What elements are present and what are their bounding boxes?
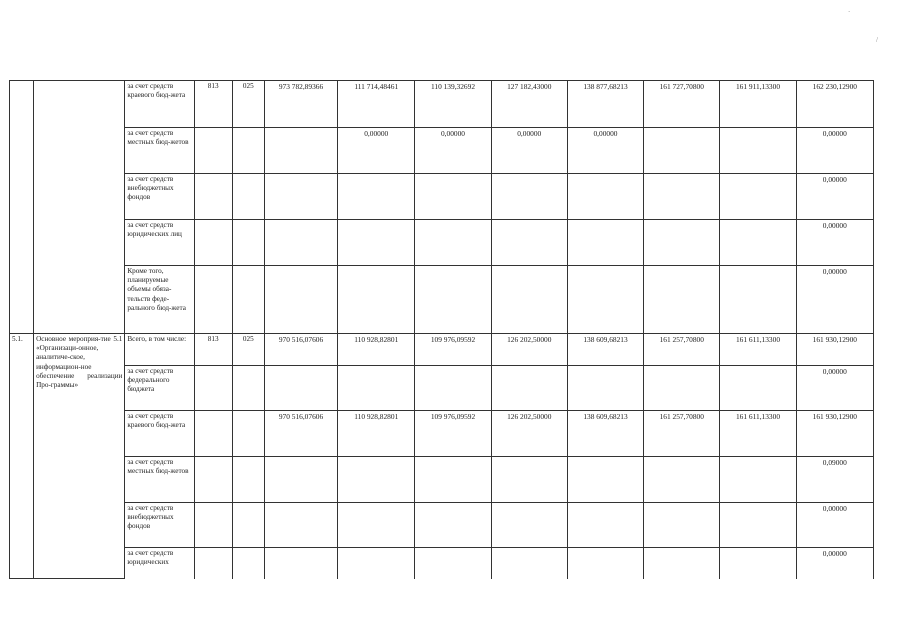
grbs-code (194, 548, 232, 579)
funding-source-label: Всего, в том числе: (125, 334, 194, 366)
section-code: 025 (232, 334, 264, 366)
value-cell (415, 366, 491, 411)
grbs-code (194, 503, 232, 548)
value-cell: 161 727,70800 (644, 81, 720, 128)
table-row (10, 548, 874, 579)
value-cell (644, 457, 720, 503)
value-cell: 126 202,50000 (491, 411, 567, 457)
value-cell (264, 266, 337, 334)
value-cell (491, 266, 567, 334)
value-cell: 0,00000 (796, 220, 873, 266)
value-cell: 970 516,07606 (264, 334, 337, 366)
funding-source-label: за счет средств юридических (125, 548, 194, 579)
value-cell (264, 366, 337, 411)
table-row (10, 266, 874, 334)
value-cell: 973 782,89366 (264, 81, 337, 128)
value-cell: 0,00000 (796, 266, 873, 334)
value-cell: 161 911,13300 (720, 81, 796, 128)
table-row (10, 366, 874, 411)
value-cell (491, 366, 567, 411)
value-cell (491, 503, 567, 548)
section-code (232, 503, 264, 548)
value-cell (338, 174, 415, 220)
value-cell (720, 503, 796, 548)
table-row (10, 174, 874, 220)
value-cell (415, 457, 491, 503)
table-body (10, 81, 874, 579)
section-name: Основное мероприя-тие 5.1 «Организаци-онное, аналитиче-ское, информацион-ное обеспечение реализации Про-граммы» (34, 334, 125, 579)
section-code (232, 411, 264, 457)
value-cell (338, 548, 415, 579)
value-cell (567, 266, 643, 334)
value-cell: 138 609,68213 (567, 411, 643, 457)
grbs-code (194, 411, 232, 457)
funding-source-label: за счет средств краевого бюд-жета (125, 81, 194, 128)
table-row (10, 503, 874, 548)
value-cell: 161 611,13300 (720, 334, 796, 366)
value-cell (644, 366, 720, 411)
budget-table (9, 80, 874, 579)
value-cell (644, 503, 720, 548)
value-cell: 138 877,68213 (567, 81, 643, 128)
value-cell: 138 609,68213 (567, 334, 643, 366)
value-cell (720, 457, 796, 503)
value-cell: 0,00000 (567, 128, 643, 174)
value-cell: 161 930,12900 (796, 411, 873, 457)
value-cell (415, 266, 491, 334)
funding-source-label: за счет средств внебюджетных фондов (125, 503, 194, 548)
section-code (232, 128, 264, 174)
section-code (232, 174, 264, 220)
value-cell (264, 503, 337, 548)
value-cell (720, 128, 796, 174)
value-cell: 111 714,48461 (338, 81, 415, 128)
value-cell (720, 366, 796, 411)
value-cell (264, 548, 337, 579)
value-cell (415, 503, 491, 548)
value-cell (264, 174, 337, 220)
table-row (10, 411, 874, 457)
value-cell: 161 257,70800 (644, 411, 720, 457)
corner-mark-right: / (876, 36, 878, 44)
section-code (232, 457, 264, 503)
table-row (10, 81, 874, 128)
value-cell: 109 976,09592 (415, 334, 491, 366)
value-cell (720, 548, 796, 579)
section-code (232, 548, 264, 579)
value-cell (338, 266, 415, 334)
value-cell: 0,00000 (338, 128, 415, 174)
value-cell (338, 503, 415, 548)
value-cell (491, 220, 567, 266)
value-cell: 109 976,09592 (415, 411, 491, 457)
value-cell: 0,00000 (415, 128, 491, 174)
value-cell: 110 928,82801 (338, 334, 415, 366)
value-cell (720, 174, 796, 220)
index-cell-previous (10, 81, 34, 334)
value-cell (264, 457, 337, 503)
value-cell (567, 457, 643, 503)
section-code (232, 366, 264, 411)
value-cell: 0,00000 (796, 174, 873, 220)
value-cell: 110 928,82801 (338, 411, 415, 457)
value-cell (264, 128, 337, 174)
grbs-code: 813 (194, 334, 232, 366)
value-cell: 0,00000 (491, 128, 567, 174)
funding-source-label: за счет средств местных бюд-жетов (125, 457, 194, 503)
value-cell: 110 139,32692 (415, 81, 491, 128)
value-cell (491, 548, 567, 579)
value-cell (338, 366, 415, 411)
value-cell: 970 516,07606 (264, 411, 337, 457)
value-cell: 0,00000 (796, 366, 873, 411)
value-cell (644, 266, 720, 334)
funding-source-label: за счет средств федерального бюджета (125, 366, 194, 411)
value-cell: 0,00000 (796, 128, 873, 174)
value-cell (567, 366, 643, 411)
value-cell (491, 457, 567, 503)
value-cell (720, 266, 796, 334)
grbs-code (194, 366, 232, 411)
grbs-code: 813 (194, 81, 232, 128)
grbs-code (194, 128, 232, 174)
funding-source-label: за счет средств внебюджетных фондов (125, 174, 194, 220)
table-row (10, 334, 874, 366)
grbs-code (194, 174, 232, 220)
grbs-code (194, 457, 232, 503)
value-cell (567, 503, 643, 548)
funding-source-label: Кроме того, планируемые объемы обяза-тельств феде-рального бюд-жета (125, 266, 194, 334)
corner-mark-top: ` (848, 10, 851, 18)
funding-source-label: за счет средств местных бюд-жетов (125, 128, 194, 174)
value-cell: 162 230,12900 (796, 81, 873, 128)
table-row (10, 457, 874, 503)
value-cell (644, 548, 720, 579)
value-cell (720, 220, 796, 266)
value-cell: 161 611,13300 (720, 411, 796, 457)
value-cell: 126 202,50000 (491, 334, 567, 366)
section-index: 5.1. (10, 334, 34, 579)
table-row (10, 128, 874, 174)
event-name-cell-previous (34, 81, 125, 334)
value-cell (644, 220, 720, 266)
value-cell: 127 182,43000 (491, 81, 567, 128)
section-code: 025 (232, 81, 264, 128)
value-cell (338, 220, 415, 266)
value-cell: 0,00000 (796, 503, 873, 548)
value-cell (264, 220, 337, 266)
value-cell (567, 174, 643, 220)
section-code (232, 266, 264, 334)
value-cell (644, 128, 720, 174)
funding-source-label: за счет средств краевого бюд-жета (125, 411, 194, 457)
value-cell (415, 220, 491, 266)
value-cell (415, 174, 491, 220)
table-row (10, 220, 874, 266)
value-cell (415, 548, 491, 579)
funding-source-label: за счет средств юридических лиц (125, 220, 194, 266)
grbs-code (194, 266, 232, 334)
value-cell (491, 174, 567, 220)
value-cell: 0,09000 (796, 457, 873, 503)
section-code (232, 220, 264, 266)
value-cell: 161 257,70800 (644, 334, 720, 366)
value-cell: 0,00000 (796, 548, 873, 579)
value-cell (338, 457, 415, 503)
value-cell (567, 220, 643, 266)
value-cell (567, 548, 643, 579)
value-cell (644, 174, 720, 220)
grbs-code (194, 220, 232, 266)
value-cell: 161 930,12900 (796, 334, 873, 366)
